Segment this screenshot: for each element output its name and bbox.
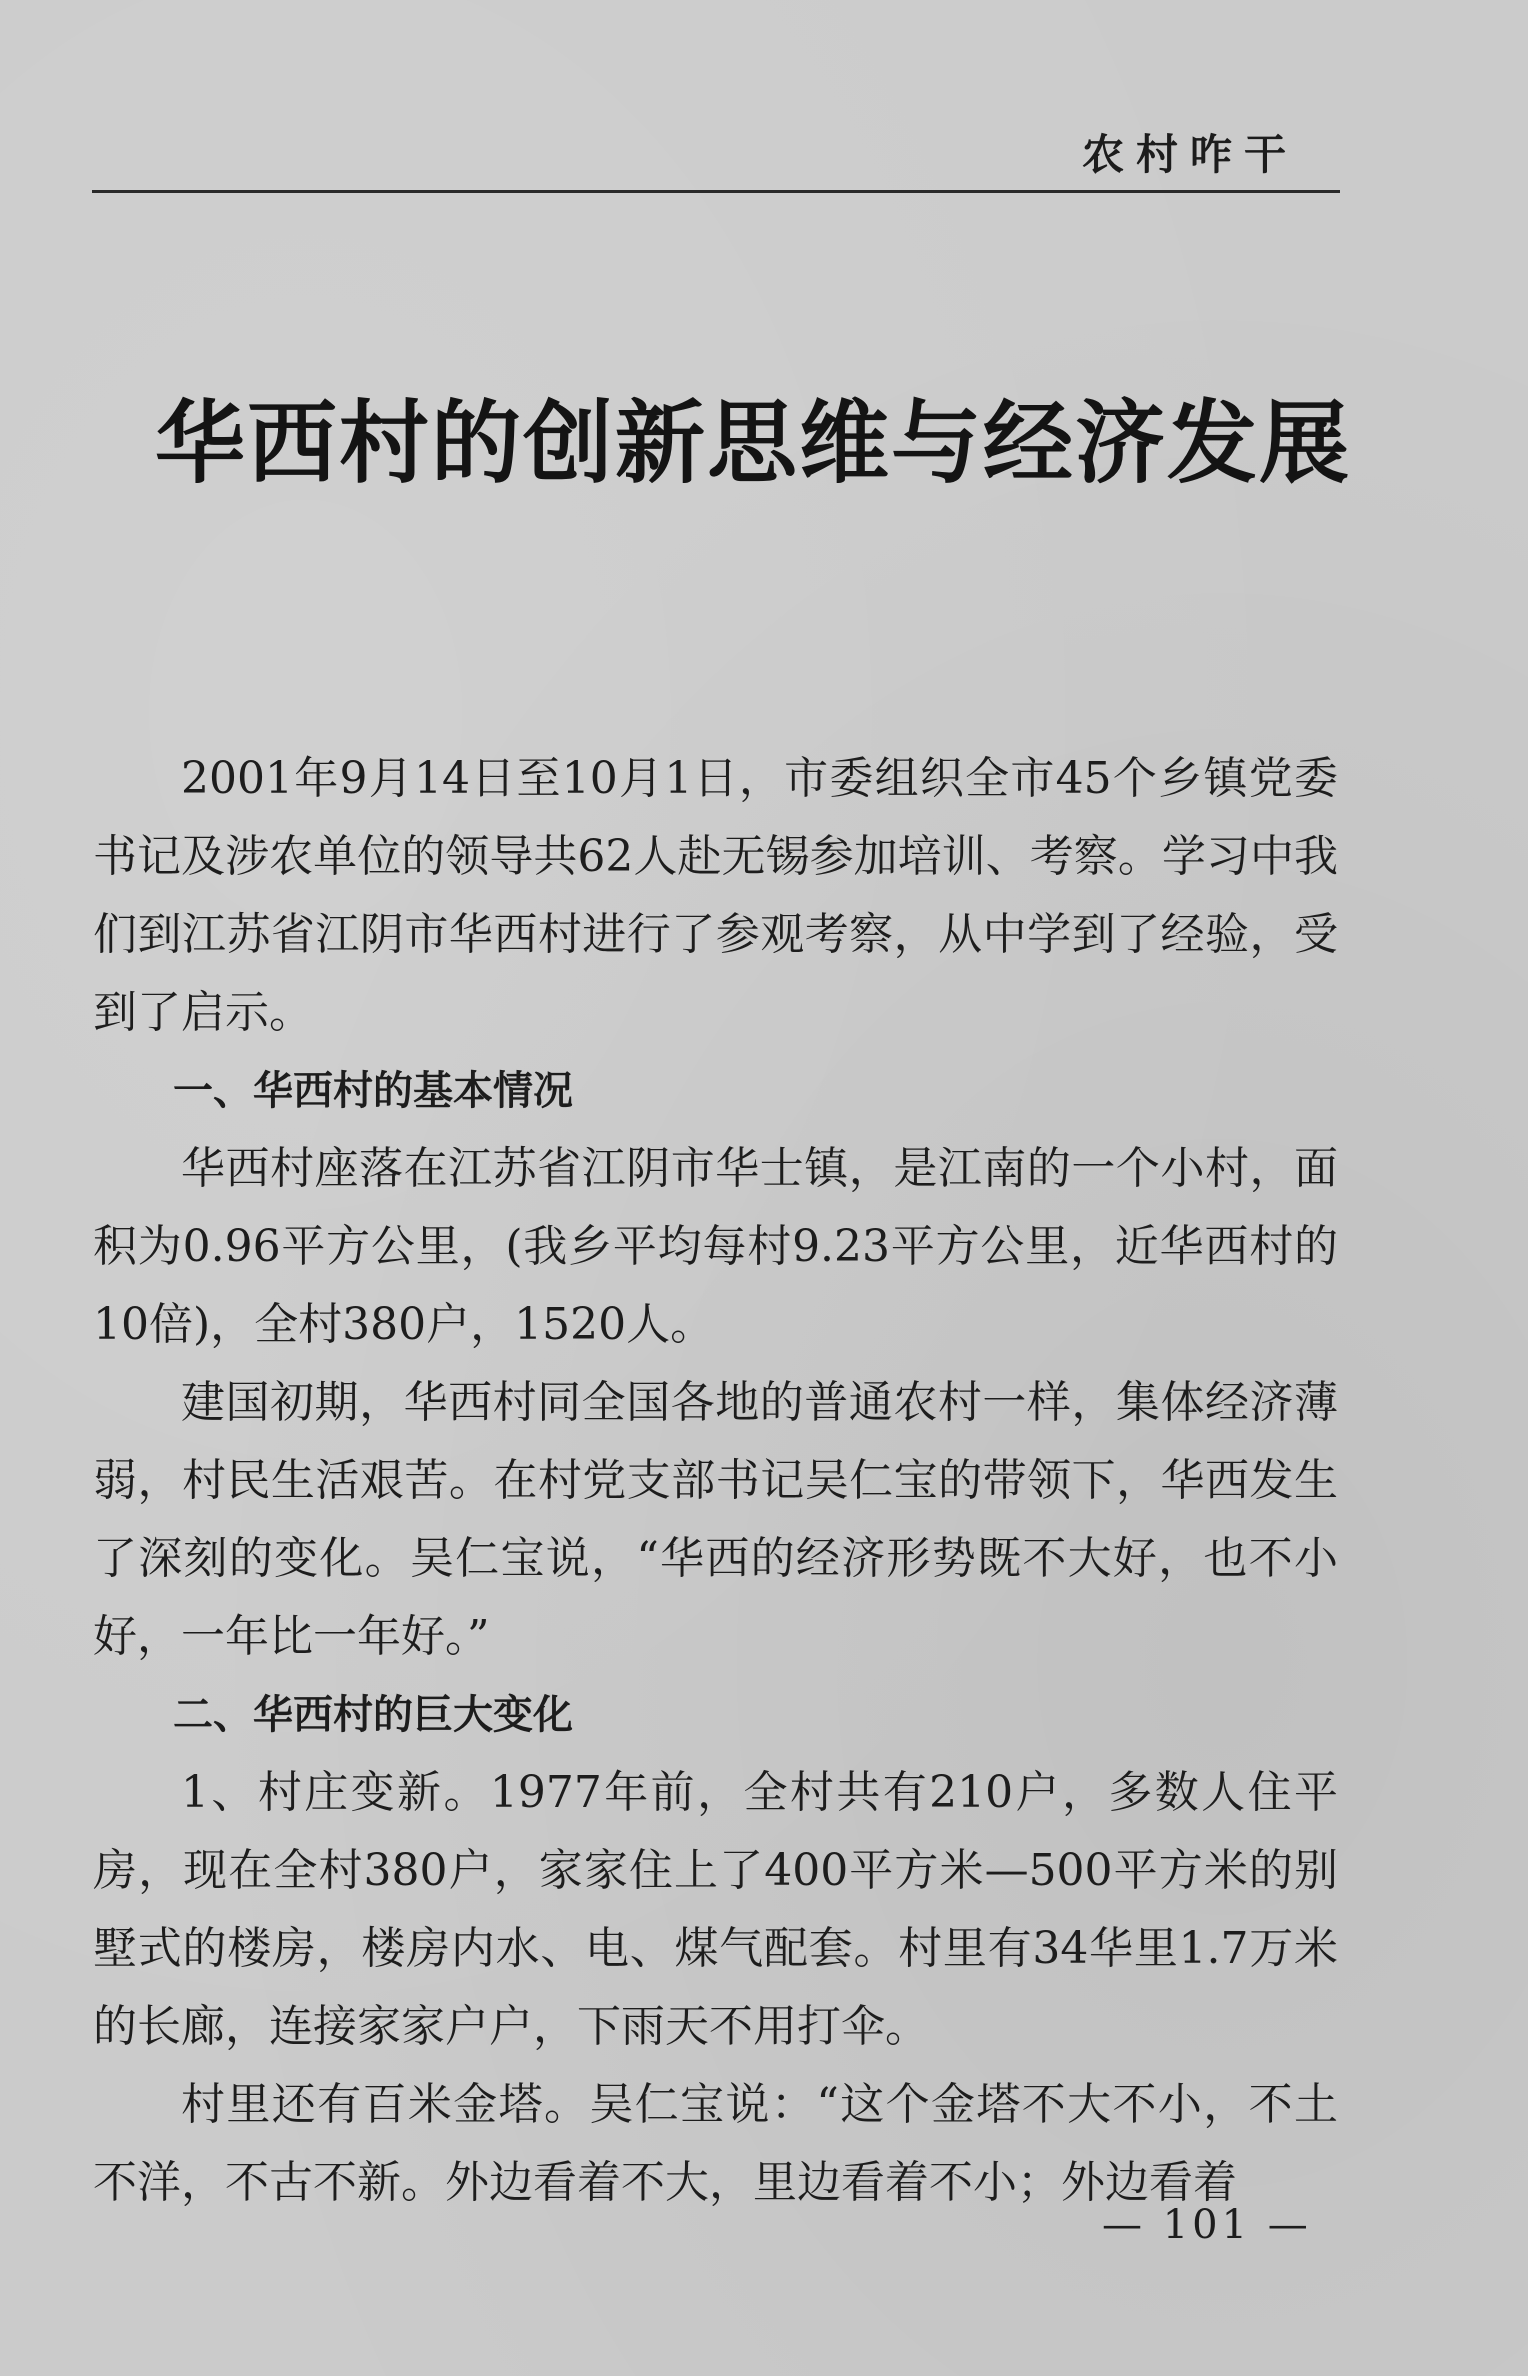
running-header: 农村咋干 <box>1081 130 1298 179</box>
header-rule <box>92 190 1340 193</box>
section-heading: 二、华西村的巨大变化 <box>173 1692 573 1738</box>
page-number: — 101 — <box>1102 2202 1312 2248</box>
section-heading: 一、华西村的基本情况 <box>173 1068 573 1114</box>
paragraph: 建国初期，华西村同全国各地的普通农村一样，集体经济薄弱，村民生活艰苦。在村党支部书记吴仁宝的带领下，华西发生了深刻的变化。吴仁宝说，“华西的经济形势既不大好，也不小好，一年比一年好。” <box>93 1377 1338 1662</box>
paragraph: 1、村庄变新。1977年前，全村共有210户，多数人住平房，现在全村380户，家家住上了400平方米—500平方米的别墅式的楼房，楼房内水、电、煤气配套。村里有34华里1.7万米的长廊，连接家家户户，下雨天不用打伞。 <box>93 1767 1338 2052</box>
article-body <box>93 740 1338 2222</box>
paragraph: 华西村座落在江苏省江阴市华士镇，是江南的一个小村，面积为0.96平方公里，(我乡平均每村9.23平方公里，近华西村的10倍)，全村380户，1520人。 <box>93 1143 1338 1350</box>
paragraph: 2001年9月14日至10月1日，市委组织全市45个乡镇党委书记及涉农单位的领导共62人赴无锡参加培训、考察。学习中我们到江苏省江阴市华西村进行了参观考察，从中学到了经验，受到了启示。 <box>93 753 1338 1038</box>
article-title: 华西村的创新思维与经济发展 <box>155 390 1351 496</box>
paragraph: 村里还有百米金塔。吴仁宝说：“这个金塔不大不小，不土不洋，不古不新。外边看着不大，里边看着不小；外边看着 <box>93 2079 1338 2208</box>
